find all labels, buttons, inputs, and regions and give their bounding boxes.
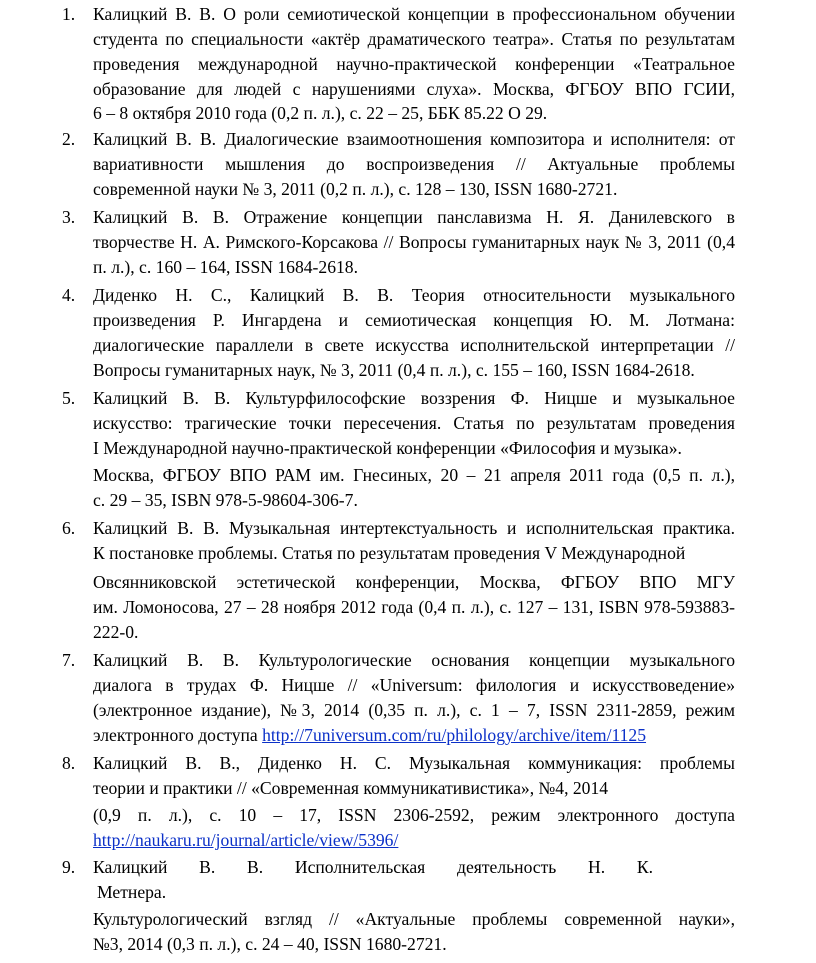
ref-1-line-2: студента по специальности «актёр драматического театра». Статья по результатам bbox=[93, 29, 735, 49]
ref-8-line-4 bbox=[93, 828, 735, 853]
ref-6-line-5: 222-0. bbox=[93, 622, 139, 642]
ref-1-number: 1. bbox=[62, 4, 76, 24]
ref-4-line-3: диалогические параллели в свете искусства исполнительской интерпретации // bbox=[93, 335, 735, 355]
ref-9-line-3: Культурологический взгляд // «Актуальные проблемы современной науки», bbox=[93, 909, 735, 929]
ref-2-line-2: вариативности мышления до воспроизведения // Актуальные проблемы bbox=[93, 154, 735, 174]
ref-9-line-1: Калицкий В. В. Исполнительская деятельность Н. К. bbox=[93, 857, 653, 877]
ref-2-line-1: Калицкий В. В. Диалогические взаимоотношения композитора и исполнителя: от bbox=[93, 129, 735, 149]
ref-5-line-2: искусство: трагические точки пересечения. Статья по результатам проведения bbox=[93, 413, 735, 433]
ref-9-line-2: Метнера. bbox=[97, 882, 167, 902]
ref-4-number: 4. bbox=[62, 285, 76, 305]
ref-8-number: 8. bbox=[62, 753, 76, 773]
ref-1-line-3: проведения международной научно-практической конференции «Театральное bbox=[93, 54, 735, 74]
ref-7-line-4-text: электронного доступа bbox=[93, 725, 263, 745]
ref-5-line-1: Калицкий В. В. Культурфилософские воззрения Ф. Ницше и музыкальное bbox=[93, 388, 735, 408]
ref-5-number: 5. bbox=[62, 388, 76, 408]
ref-5-line-4: Москва, ФГБОУ ВПО РАМ им. Гнесиных, 20 – 21 апреля 2011 года (0,5 п. л.), bbox=[93, 465, 735, 485]
ref-2-line-3: современной науки № 3, 2011 (0,2 п. л.), с. 128 – 130, ISSN 1680-2721. bbox=[93, 179, 618, 199]
ref-1-line-4: образование для людей с нарушениями слуха». Москва, ФГБОУ ВПО ГСИИ, bbox=[93, 79, 735, 99]
ref-3-line-2: творчестве Н. А. Римского-Корсакова // Вопросы гуманитарных наук № 3, 2011 (0,4 bbox=[93, 232, 735, 252]
ref-6-line-2: К постановке проблемы. Статья по результатам проведения V Международной bbox=[93, 543, 686, 563]
ref-7-line-2: диалога в трудах Ф. Ницше // «Universum: филология и искусствоведение» bbox=[93, 675, 735, 695]
ref-8-line-1: Калицкий В. В., Диденко Н. С. Музыкальная коммуникация: проблемы bbox=[93, 753, 735, 773]
ref-8-link[interactable]: http://naukaru.ru/journal/article/view/5396/ bbox=[93, 830, 399, 850]
ref-6-line-4: им. Ломоносова, 27 – 28 ноября 2012 года (0,4 п. л.), с. 127 – 131, ISBN 978-593883- bbox=[93, 597, 735, 617]
ref-7-number: 7. bbox=[62, 650, 76, 670]
ref-3-line-1: Калицкий В. В. Отражение концепции панславизма Н. Я. Данилевского в bbox=[93, 207, 735, 227]
ref-5-line-3: I Международной научно-практической конференции «Философия и музыка». bbox=[93, 438, 682, 458]
ref-7-line-1: Калицкий В. В. Культурологические основания концепции музыкального bbox=[93, 650, 735, 670]
ref-6-line-1: Калицкий В. В. Музыкальная интертекстуальность и исполнительская практика. bbox=[93, 518, 735, 538]
ref-4-line-1: Диденко Н. С., Калицкий В. В. Теория относительности музыкального bbox=[93, 285, 735, 305]
ref-8-line-2: теории и практики // «Современная коммуникативистика», №4, 2014 bbox=[93, 778, 609, 798]
ref-6-line-3: Овсянниковской эстетической конференции, Москва, ФГБОУ ВПО МГУ bbox=[93, 572, 735, 592]
ref-6-number: 6. bbox=[62, 518, 76, 538]
ref-9-number: 9. bbox=[62, 857, 76, 877]
ref-7-line-3: (электронное издание), №3, 2014 (0,35 п. л.), с. 1 – 7, ISSN 2311-2859, режим bbox=[93, 700, 735, 720]
ref-7-link[interactable]: http://7universum.com/ru/philology/archive/item/1125 bbox=[262, 725, 647, 745]
ref-5-line-5: с. 29 – 35, ISBN 978-5-98604-306-7. bbox=[93, 490, 358, 510]
ref-8-line-3: (0,9 п. л.), с. 10 – 17, ISSN 2306-2592, режим электронного доступа bbox=[93, 805, 735, 825]
ref-1-line-5: 6 – 8 октября 2010 года (0,2 п. л.), с. 22 – 25, ББК 85.22 О 29. bbox=[93, 103, 548, 123]
ref-3-line-3: п. л.), с. 160 – 164, ISSN 1684-2618. bbox=[93, 257, 358, 277]
ref-4-line-4: Вопросы гуманитарных наук, № 3, 2011 (0,4 п. л.), с. 155 – 160, ISSN 1684-2618. bbox=[93, 360, 695, 380]
ref-1-line-1: Калицкий В. В. О роли семиотической концепции в профессиональном обучении bbox=[93, 4, 735, 24]
ref-9-line-4: №3, 2014 (0,3 п. л.), с. 24 – 40, ISSN 1680-2721. bbox=[93, 934, 447, 954]
ref-2-number: 2. bbox=[62, 129, 76, 149]
ref-4-line-2: произведения Р. Ингардена и семиотическая концепция Ю. М. Лотмана: bbox=[93, 310, 735, 330]
ref-7-line-4 bbox=[93, 723, 735, 748]
ref-3-number: 3. bbox=[62, 207, 76, 227]
